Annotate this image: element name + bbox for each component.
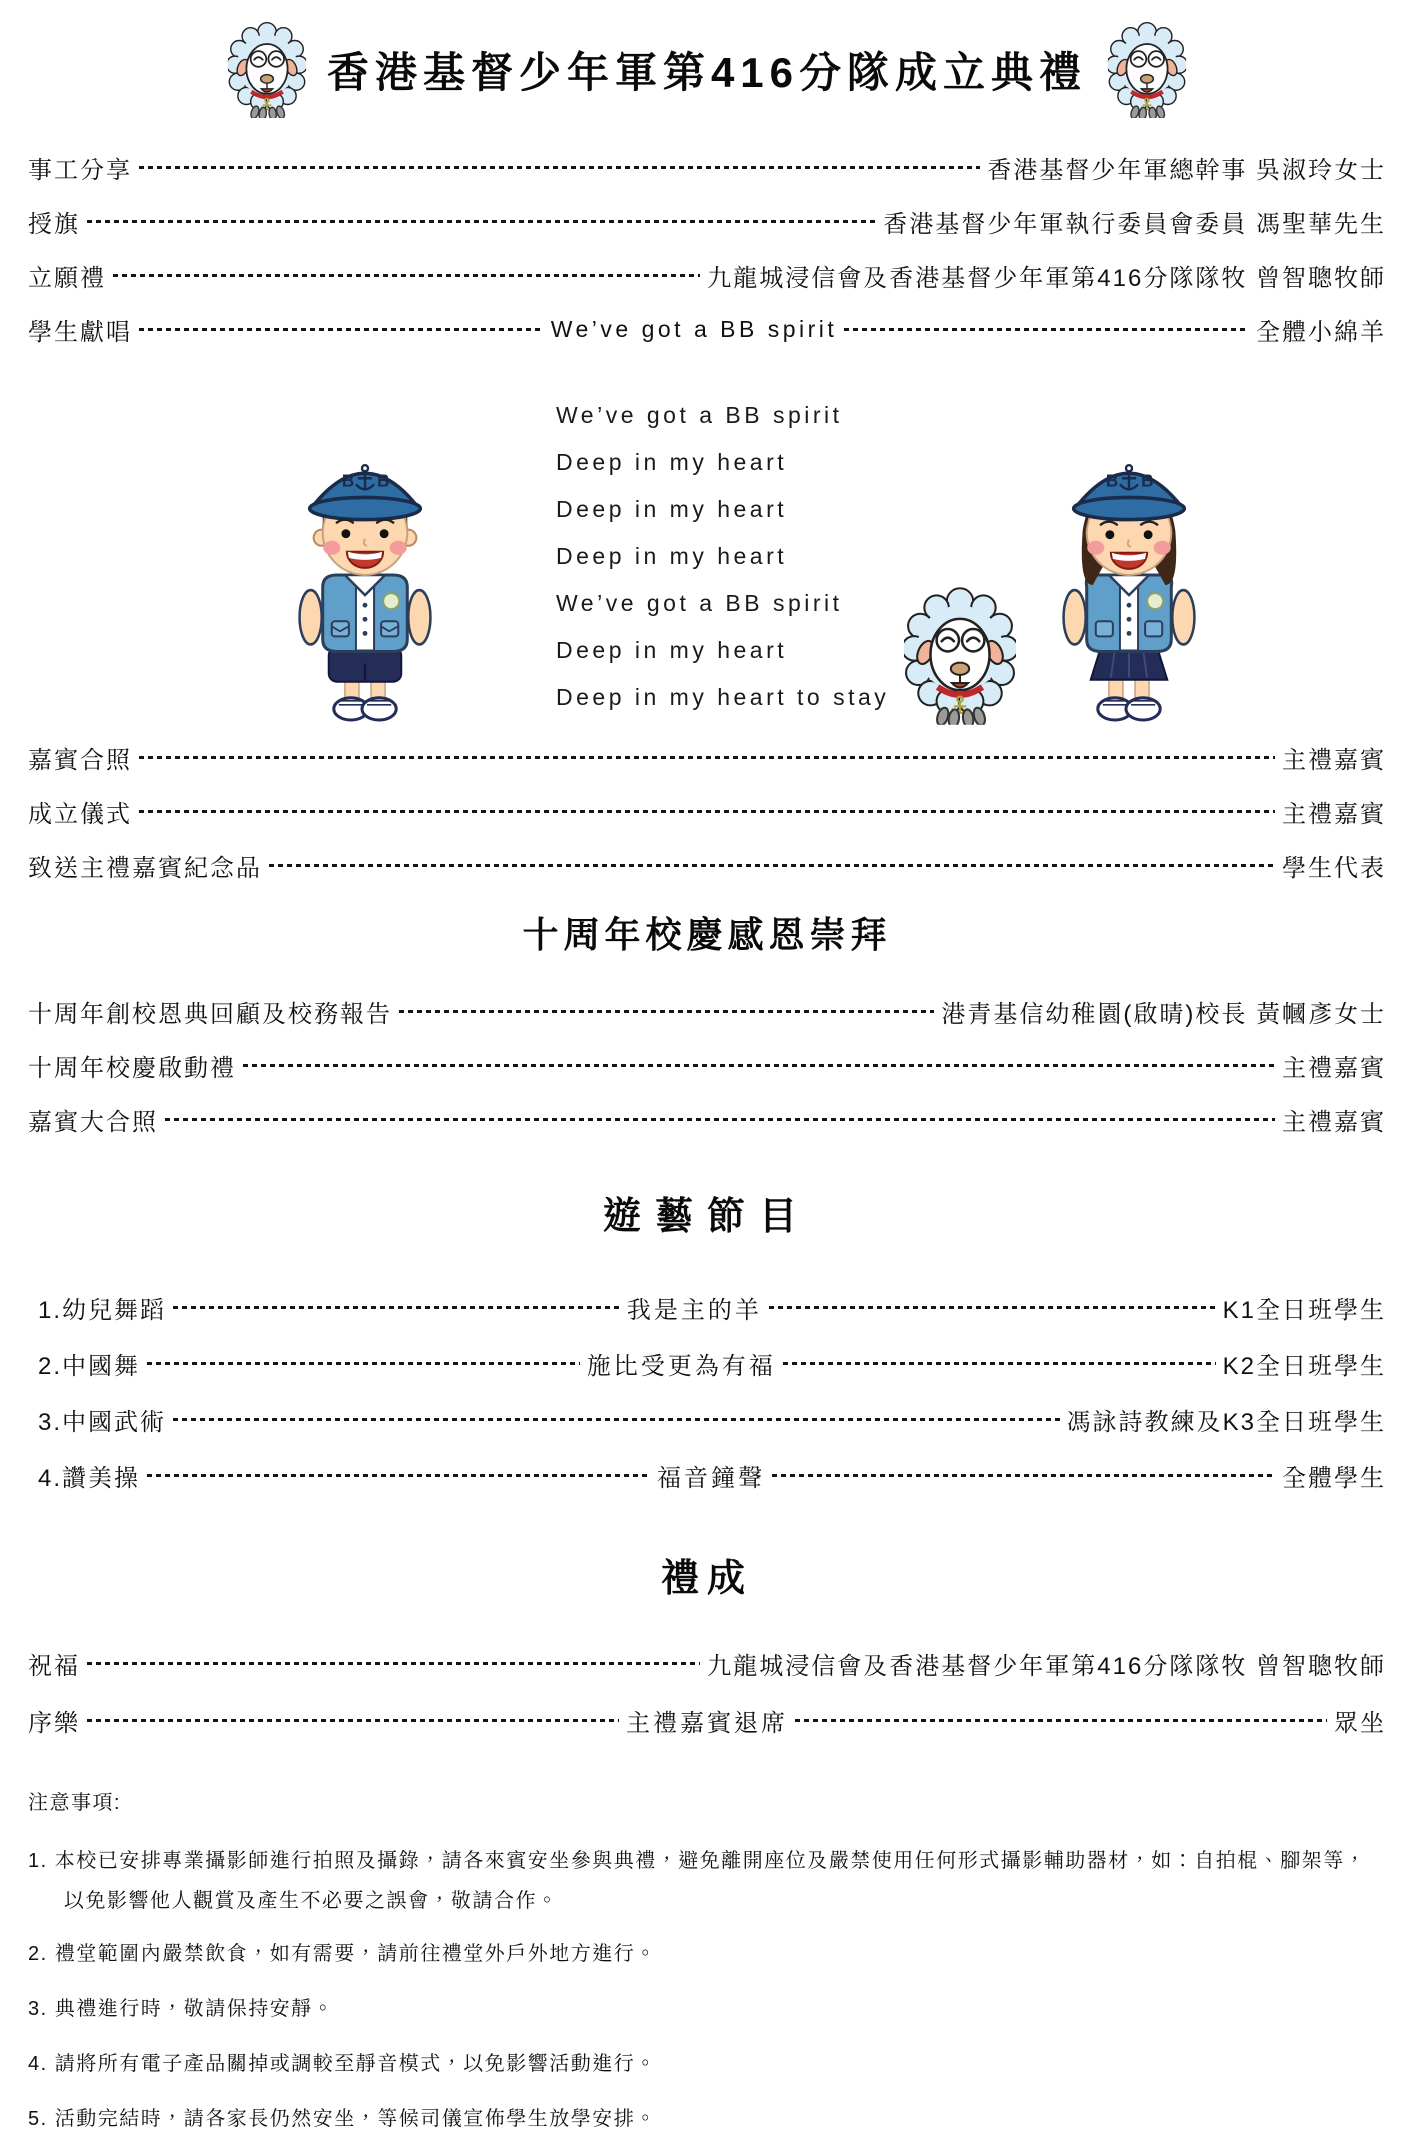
lamb-cartoon-image <box>904 586 1016 726</box>
program-item-label: 學生獻唱 <box>28 319 132 346</box>
dotted-leader <box>243 1064 1275 1067</box>
program-item-label: 事工分享 <box>28 157 132 184</box>
program-row <box>28 1705 1386 1736</box>
program-item-title: 福音鐘聲 <box>657 1465 766 1492</box>
dotted-leader <box>139 166 980 169</box>
dotted-leader <box>147 1362 580 1365</box>
note-item: 4. 請將所有電子產品關掉或調較至靜音模式，以免影響活動進行。 <box>28 2053 657 2075</box>
document-header <box>28 22 1386 118</box>
dotted-leader <box>139 810 1275 813</box>
program-row <box>38 1404 1386 1435</box>
program-item-label: 立願禮 <box>28 265 106 292</box>
program-item-label: 成立儀式 <box>28 801 132 828</box>
lyric-line: Deep in my heart <box>556 543 788 569</box>
section-title-anniversary-service: 十周年校慶感恩崇拜 <box>522 914 892 955</box>
section-title-closing: 禮成 <box>660 1558 753 1600</box>
bb-girl-cartoon-image <box>1048 434 1210 726</box>
note-item: 3. 典禮進行時，敬請保持安靜。 <box>28 1998 335 2020</box>
program-row <box>28 260 1386 291</box>
program-item-title: 我是主的羊 <box>626 1297 762 1324</box>
dotted-leader <box>139 756 1275 759</box>
program-item-presenter: 全體小綿羊 <box>1256 319 1386 346</box>
dotted-leader <box>165 1118 1275 1121</box>
dotted-leader <box>113 274 700 277</box>
program-row <box>28 796 1386 827</box>
note-item: 2. 禮堂範圍內嚴禁飲食，如有需要，請前往禮堂外戶外地方進行。 <box>28 1943 657 1965</box>
program-item-presenter: K1全日班學生 <box>1222 1297 1386 1324</box>
program-item-title: We’ve got a BB spirit <box>550 316 838 342</box>
program-item-label: 授旗 <box>28 211 80 238</box>
program-row <box>28 152 1386 183</box>
anniversary-rows <box>28 996 1386 1135</box>
performance-rows <box>28 1292 1386 1491</box>
notes-section <box>28 1786 1386 2139</box>
program-item-presenter: 學生代表 <box>1282 855 1386 882</box>
ceremony-program-document <box>0 22 1414 2130</box>
song-lyrics <box>556 392 889 721</box>
dotted-leader <box>269 864 1275 867</box>
lyric-line: Deep in my heart <box>556 449 788 475</box>
program-item-presenter: 香港基督少年軍總幹事 吳淑玲女士 <box>987 157 1386 184</box>
dotted-leader <box>147 1474 650 1477</box>
lyric-line: Deep in my heart <box>556 637 788 663</box>
dotted-leader <box>795 1719 1327 1722</box>
program-row <box>28 742 1386 773</box>
note-item: 1. 本校已安排專業攝影師進行拍照及攝錄，請各來賓安坐參與典禮，避免離開座位及嚴禁使用任何形式攝影輔助器材，如：自拍棍、腳架等，以免影響他人觀賞及產生不必要之誤會，敬請合作。 <box>28 1850 1367 1912</box>
lyric-line: We’ve got a BB spirit <box>556 402 843 428</box>
program-item-label: 嘉賓合照 <box>28 747 132 774</box>
program-item-presenter: 馮詠詩教練及K3全日班學生 <box>1066 1409 1386 1436</box>
program-item-label: 祝福 <box>28 1653 80 1680</box>
sheep-mascot-icon <box>1103 22 1191 118</box>
program-item-label: 序樂 <box>28 1710 80 1737</box>
program-item-presenter: 主禮嘉賓 <box>1282 1109 1386 1136</box>
program-item-presenter: 眾坐 <box>1334 1710 1386 1737</box>
closing-rows <box>28 1648 1386 1736</box>
program-item-presenter: 九龍城浸信會及香港基督少年軍第416分隊隊牧 曾智聰牧師 <box>707 265 1386 292</box>
program-item-label: 嘉賓大合照 <box>28 1109 158 1136</box>
dotted-leader <box>399 1010 934 1013</box>
program-item-presenter: 主禮嘉賓 <box>1282 1055 1386 1082</box>
lyric-line: Deep in my heart to stay <box>556 684 890 710</box>
program-row <box>38 1348 1386 1379</box>
program-item-presenter: 主禮嘉賓 <box>1282 747 1386 774</box>
dotted-leader <box>772 1474 1275 1477</box>
program-row <box>28 1050 1386 1081</box>
bb-boy-cartoon-image <box>284 434 446 726</box>
dotted-leader <box>173 1306 620 1309</box>
program-item-label: 2.中國舞 <box>38 1353 141 1380</box>
dotted-leader <box>844 328 1249 331</box>
page-title: 香港基督少年軍第416分隊成立典禮 <box>326 49 1088 96</box>
dotted-leader <box>87 1719 619 1722</box>
program-row <box>28 314 1386 345</box>
lyric-line: Deep in my heart <box>556 496 788 522</box>
dotted-leader <box>87 220 876 223</box>
dotted-leader <box>783 1362 1216 1365</box>
program-item-presenter: 全體學生 <box>1282 1465 1387 1492</box>
program-row <box>28 206 1386 237</box>
lyric-line: We’ve got a BB spirit <box>556 590 843 616</box>
sheep-mascot-icon <box>223 22 311 118</box>
program-item-presenter: 香港基督少年軍執行委員會委員 馮聖華先生 <box>883 211 1386 238</box>
program-item-title: 主禮嘉賓退席 <box>626 1710 788 1737</box>
song-and-mascots-block <box>28 368 1386 742</box>
middle-program-rows <box>28 742 1386 881</box>
program-row <box>28 1648 1386 1679</box>
program-row <box>28 996 1386 1027</box>
program-item-presenter: 主禮嘉賓 <box>1282 801 1386 828</box>
program-item-label: 致送主禮嘉賓紀念品 <box>28 855 262 882</box>
program-item-label: 十周年創校恩典回顧及校務報告 <box>28 1001 392 1028</box>
program-row <box>38 1460 1386 1491</box>
program-item-label: 十周年校慶啟動禮 <box>28 1055 236 1082</box>
program-row <box>38 1292 1386 1323</box>
opening-program-rows <box>28 152 1386 345</box>
program-item-title: 施比受更為有福 <box>586 1353 776 1380</box>
dotted-leader <box>769 1306 1216 1309</box>
program-item-label: 4.讚美操 <box>38 1465 141 1492</box>
note-item: 5. 活動完結時，請各家長仍然安坐，等候司儀宣佈學生放學安排。 <box>28 2108 657 2130</box>
notes-title: 注意事項: <box>28 1792 122 1814</box>
program-item-label: 3.中國武術 <box>38 1409 167 1436</box>
program-item-presenter: 九龍城浸信會及香港基督少年軍第416分隊隊牧 曾智聰牧師 <box>707 1653 1386 1680</box>
dotted-leader <box>87 1662 700 1665</box>
program-item-label: 1.幼兒舞蹈 <box>38 1297 167 1324</box>
section-title-performances: 遊藝節目 <box>602 1196 811 1238</box>
program-row <box>28 1104 1386 1135</box>
program-item-presenter: K2全日班學生 <box>1222 1353 1386 1380</box>
dotted-leader <box>173 1418 1060 1421</box>
program-item-presenter: 港青基信幼稚園(啟晴)校長 黃幗彥女士 <box>941 1001 1386 1028</box>
program-row <box>28 850 1386 881</box>
dotted-leader <box>139 328 544 331</box>
